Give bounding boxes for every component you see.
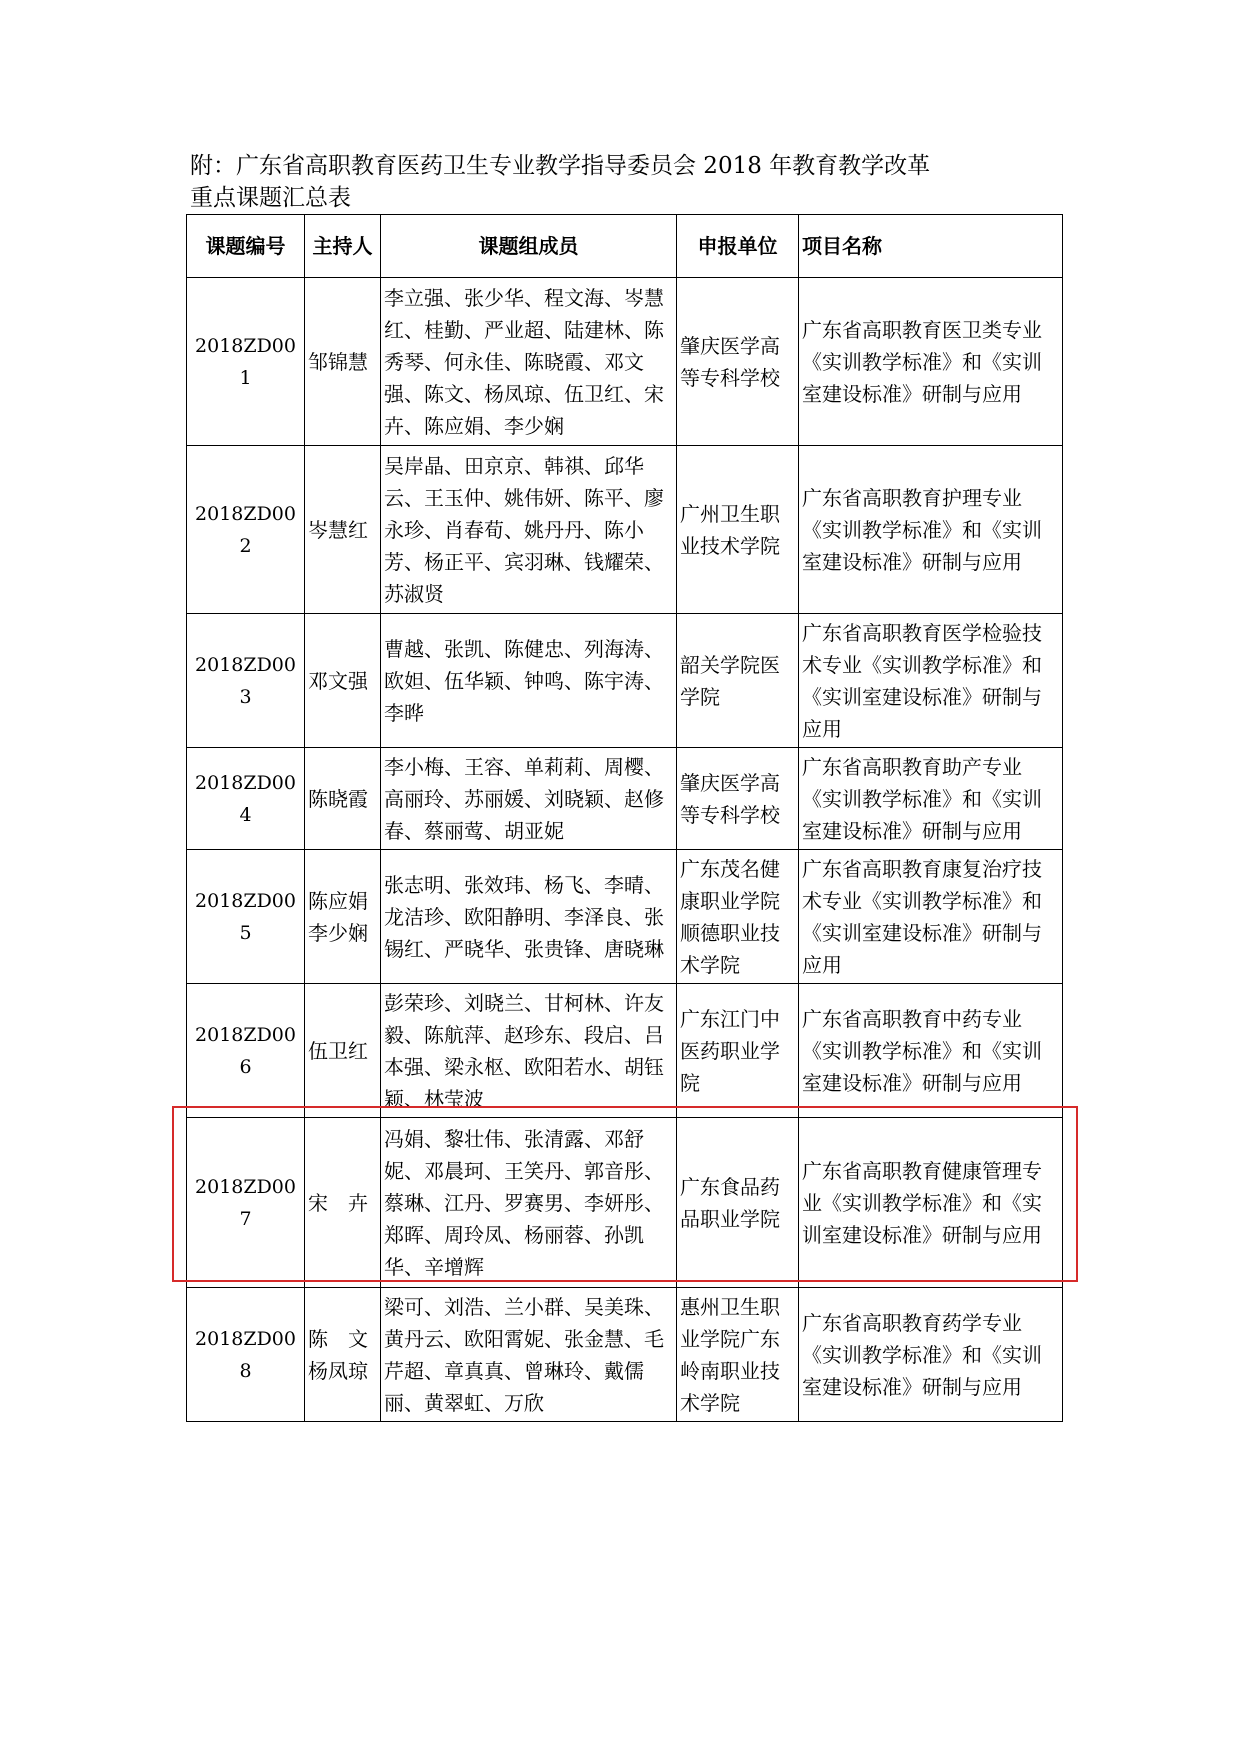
table-row [187, 446, 1063, 614]
cell-code: 2018ZD007 [187, 1118, 305, 1288]
table-row [187, 614, 1063, 748]
cell-project: 广东省高职教育护理专业《实训教学标准》和《实训室建设标准》研制与应用 [799, 446, 1063, 614]
cell-host: 陈 文杨凤琼 [305, 1288, 381, 1422]
cell-members: 李立强、张少华、程文海、岑慧红、桂勤、严业超、陆建林、陈秀琴、何永佳、陈晓霞、邓文强、陈文、杨凤琼、伍卫红、宋卉、陈应娟、李少娴 [381, 278, 677, 446]
cell-unit: 广东食品药品职业学院 [677, 1118, 799, 1288]
cell-members: 李小梅、王容、单莉莉、周樱、高丽玲、苏丽媛、刘晓颖、赵修春、蔡丽莺、胡亚妮 [381, 748, 677, 850]
cell-code: 2018ZD003 [187, 614, 305, 748]
header-unit: 申报单位 [677, 215, 799, 278]
project-summary-table [186, 214, 1063, 1422]
cell-code: 2018ZD006 [187, 984, 305, 1118]
cell-members: 张志明、张效玮、杨飞、李晴、龙洁珍、欧阳静明、李泽良、张锡红、严晓华、张贵锋、唐晓琳 [381, 850, 677, 984]
table-row [187, 984, 1063, 1118]
cell-unit: 广东江门中医药职业学院 [677, 984, 799, 1118]
cell-host: 邹锦慧 [305, 278, 381, 446]
table-row [187, 850, 1063, 984]
cell-unit: 广东茂名健康职业学院顺德职业技术学院 [677, 850, 799, 984]
cell-host: 邓文强 [305, 614, 381, 748]
table-row [187, 278, 1063, 446]
cell-project: 广东省高职教育康复治疗技术专业《实训教学标准》和《实训室建设标准》研制与应用 [799, 850, 1063, 984]
header-host: 主持人 [305, 215, 381, 278]
document-title [190, 150, 1090, 214]
table-header-row [187, 215, 1063, 278]
table-row [187, 1288, 1063, 1422]
cell-project: 广东省高职教育助产专业《实训教学标准》和《实训室建设标准》研制与应用 [799, 748, 1063, 850]
cell-code: 2018ZD002 [187, 446, 305, 614]
title-line-2: 重点课题汇总表 [190, 185, 351, 211]
cell-host: 宋 卉 [305, 1118, 381, 1288]
cell-unit: 惠州卫生职业学院广东岭南职业技术学院 [677, 1288, 799, 1422]
cell-unit: 广州卫生职业技术学院 [677, 446, 799, 614]
cell-project: 广东省高职教育中药专业《实训教学标准》和《实训室建设标准》研制与应用 [799, 984, 1063, 1118]
table-row [187, 748, 1063, 850]
cell-members: 梁可、刘浩、兰小群、吴美珠、黄丹云、欧阳霄妮、张金慧、毛芹超、章真真、曾琳玲、戴儒丽、黄翠虹、万欣 [381, 1288, 677, 1422]
header-project: 项目名称 [799, 215, 1063, 278]
cell-host: 岑慧红 [305, 446, 381, 614]
cell-code: 2018ZD004 [187, 748, 305, 850]
cell-code: 2018ZD008 [187, 1288, 305, 1422]
cell-code: 2018ZD001 [187, 278, 305, 446]
cell-host: 陈应娟李少娴 [305, 850, 381, 984]
cell-unit: 肇庆医学高等专科学校 [677, 278, 799, 446]
header-code: 课题编号 [187, 215, 305, 278]
cell-unit: 韶关学院医学院 [677, 614, 799, 748]
cell-project: 广东省高职教育医卫类专业《实训教学标准》和《实训室建设标准》研制与应用 [799, 278, 1063, 446]
cell-host: 伍卫红 [305, 984, 381, 1118]
cell-members: 彭荣珍、刘晓兰、甘柯林、许友毅、陈航萍、赵珍东、段启、吕本强、梁永枢、欧阳若水、胡钰颖、林莹波 [381, 984, 677, 1118]
cell-members: 吴岸晶、田京京、韩祺、邱华云、王玉仲、姚伟妍、陈平、廖永珍、肖春荀、姚丹丹、陈小芳、杨正平、宾羽琳、钱耀荣、苏淑贤 [381, 446, 677, 614]
header-members: 课题组成员 [381, 215, 677, 278]
cell-project: 广东省高职教育健康管理专业《实训教学标准》和《实训室建设标准》研制与应用 [799, 1118, 1063, 1288]
cell-code: 2018ZD005 [187, 850, 305, 984]
cell-members: 曹越、张凯、陈健忠、列海涛、欧妲、伍华颖、钟鸣、陈宇涛、李晔 [381, 614, 677, 748]
title-line-1: 附：广东省高职教育医药卫生专业教学指导委员会 2018 年教育教学改革 [190, 153, 931, 179]
table-row [187, 1118, 1063, 1288]
cell-members: 冯娟、黎壮伟、张清露、邓舒妮、邓晨珂、王笑丹、郭音彤、蔡琳、江丹、罗赛男、李妍彤、郑晖、周玲凤、杨丽蓉、孙凯华、辛增辉 [381, 1118, 677, 1288]
cell-host: 陈晓霞 [305, 748, 381, 850]
cell-unit: 肇庆医学高等专科学校 [677, 748, 799, 850]
cell-project: 广东省高职教育药学专业《实训教学标准》和《实训室建设标准》研制与应用 [799, 1288, 1063, 1422]
cell-project: 广东省高职教育医学检验技术专业《实训教学标准》和《实训室建设标准》研制与应用 [799, 614, 1063, 748]
